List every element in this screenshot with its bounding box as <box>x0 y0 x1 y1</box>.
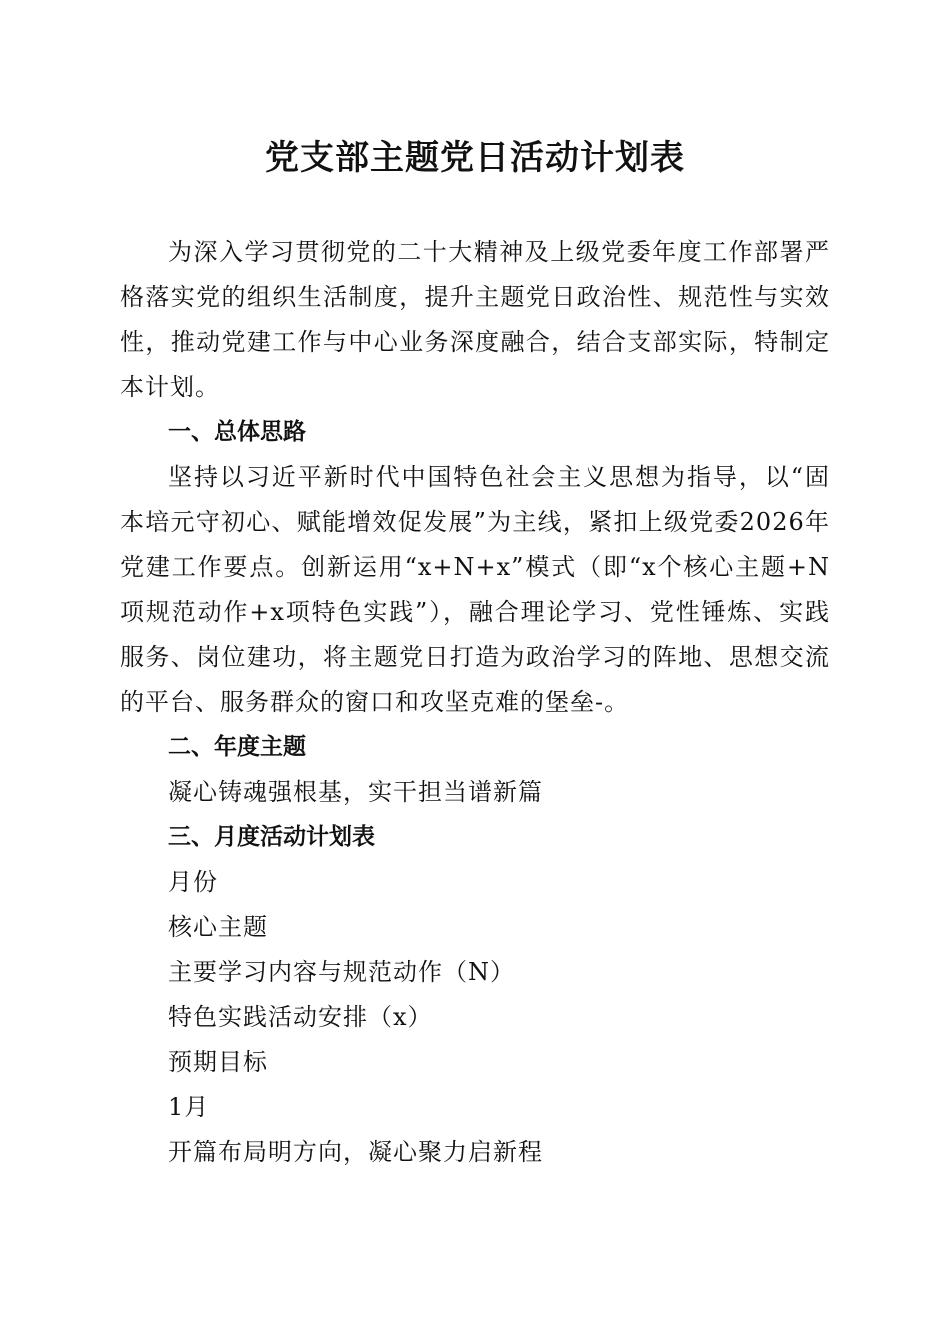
document-title: 党支部主题党日活动计划表 <box>265 138 685 178</box>
intro-paragraph: 为深入学习贯彻党的二十大精神及上级党委年度工作部署严格落实党的组织生活制度，提升主题党日政治性、规范性与实效性，推动党建工作与中心业务深度融合，结合支部实际，特制定本计划。 <box>120 238 830 401</box>
section-heading-monthly-plan: 三、月度活动计划表 <box>168 824 375 850</box>
table-header-expected-goals: 预期目标 <box>168 1048 268 1076</box>
annual-theme-text: 凝心铸魂强根基，实干担当谱新篇 <box>168 778 543 806</box>
table-header-month: 月份 <box>168 868 218 896</box>
section-heading-overall-approach: 一、总体思路 <box>168 419 306 445</box>
document-body <box>120 230 830 1175</box>
overall-approach-paragraph: 坚持以习近平新时代中国特色社会主义思想为指导，以“固本培元守初心、赋能增效促发展”为主线，紧扣上级党委2026年党建工作要点。创新运用“x+N+x”模式（即“x个核心主题+N项规范动作+x项特色实践”），融合理论学习、党性锤炼、实践服务、岗位建功，将主题党日打造为政治学习的阵地、思想交流的平台、服务群众的窗口和攻坚克难的堡垒-。 <box>120 463 830 716</box>
table-cell-month-1: 1月 <box>168 1093 210 1121</box>
table-header-core-theme: 核心主题 <box>168 913 268 941</box>
table-cell-theme-1: 开篇布局明方向，凝心聚力启新程 <box>168 1138 543 1166</box>
table-header-featured-activities: 特色实践活动安排（x） <box>168 1003 433 1031</box>
table-header-main-content: 主要学习内容与规范动作（N） <box>168 958 515 986</box>
section-heading-annual-theme: 二、年度主题 <box>168 734 306 760</box>
